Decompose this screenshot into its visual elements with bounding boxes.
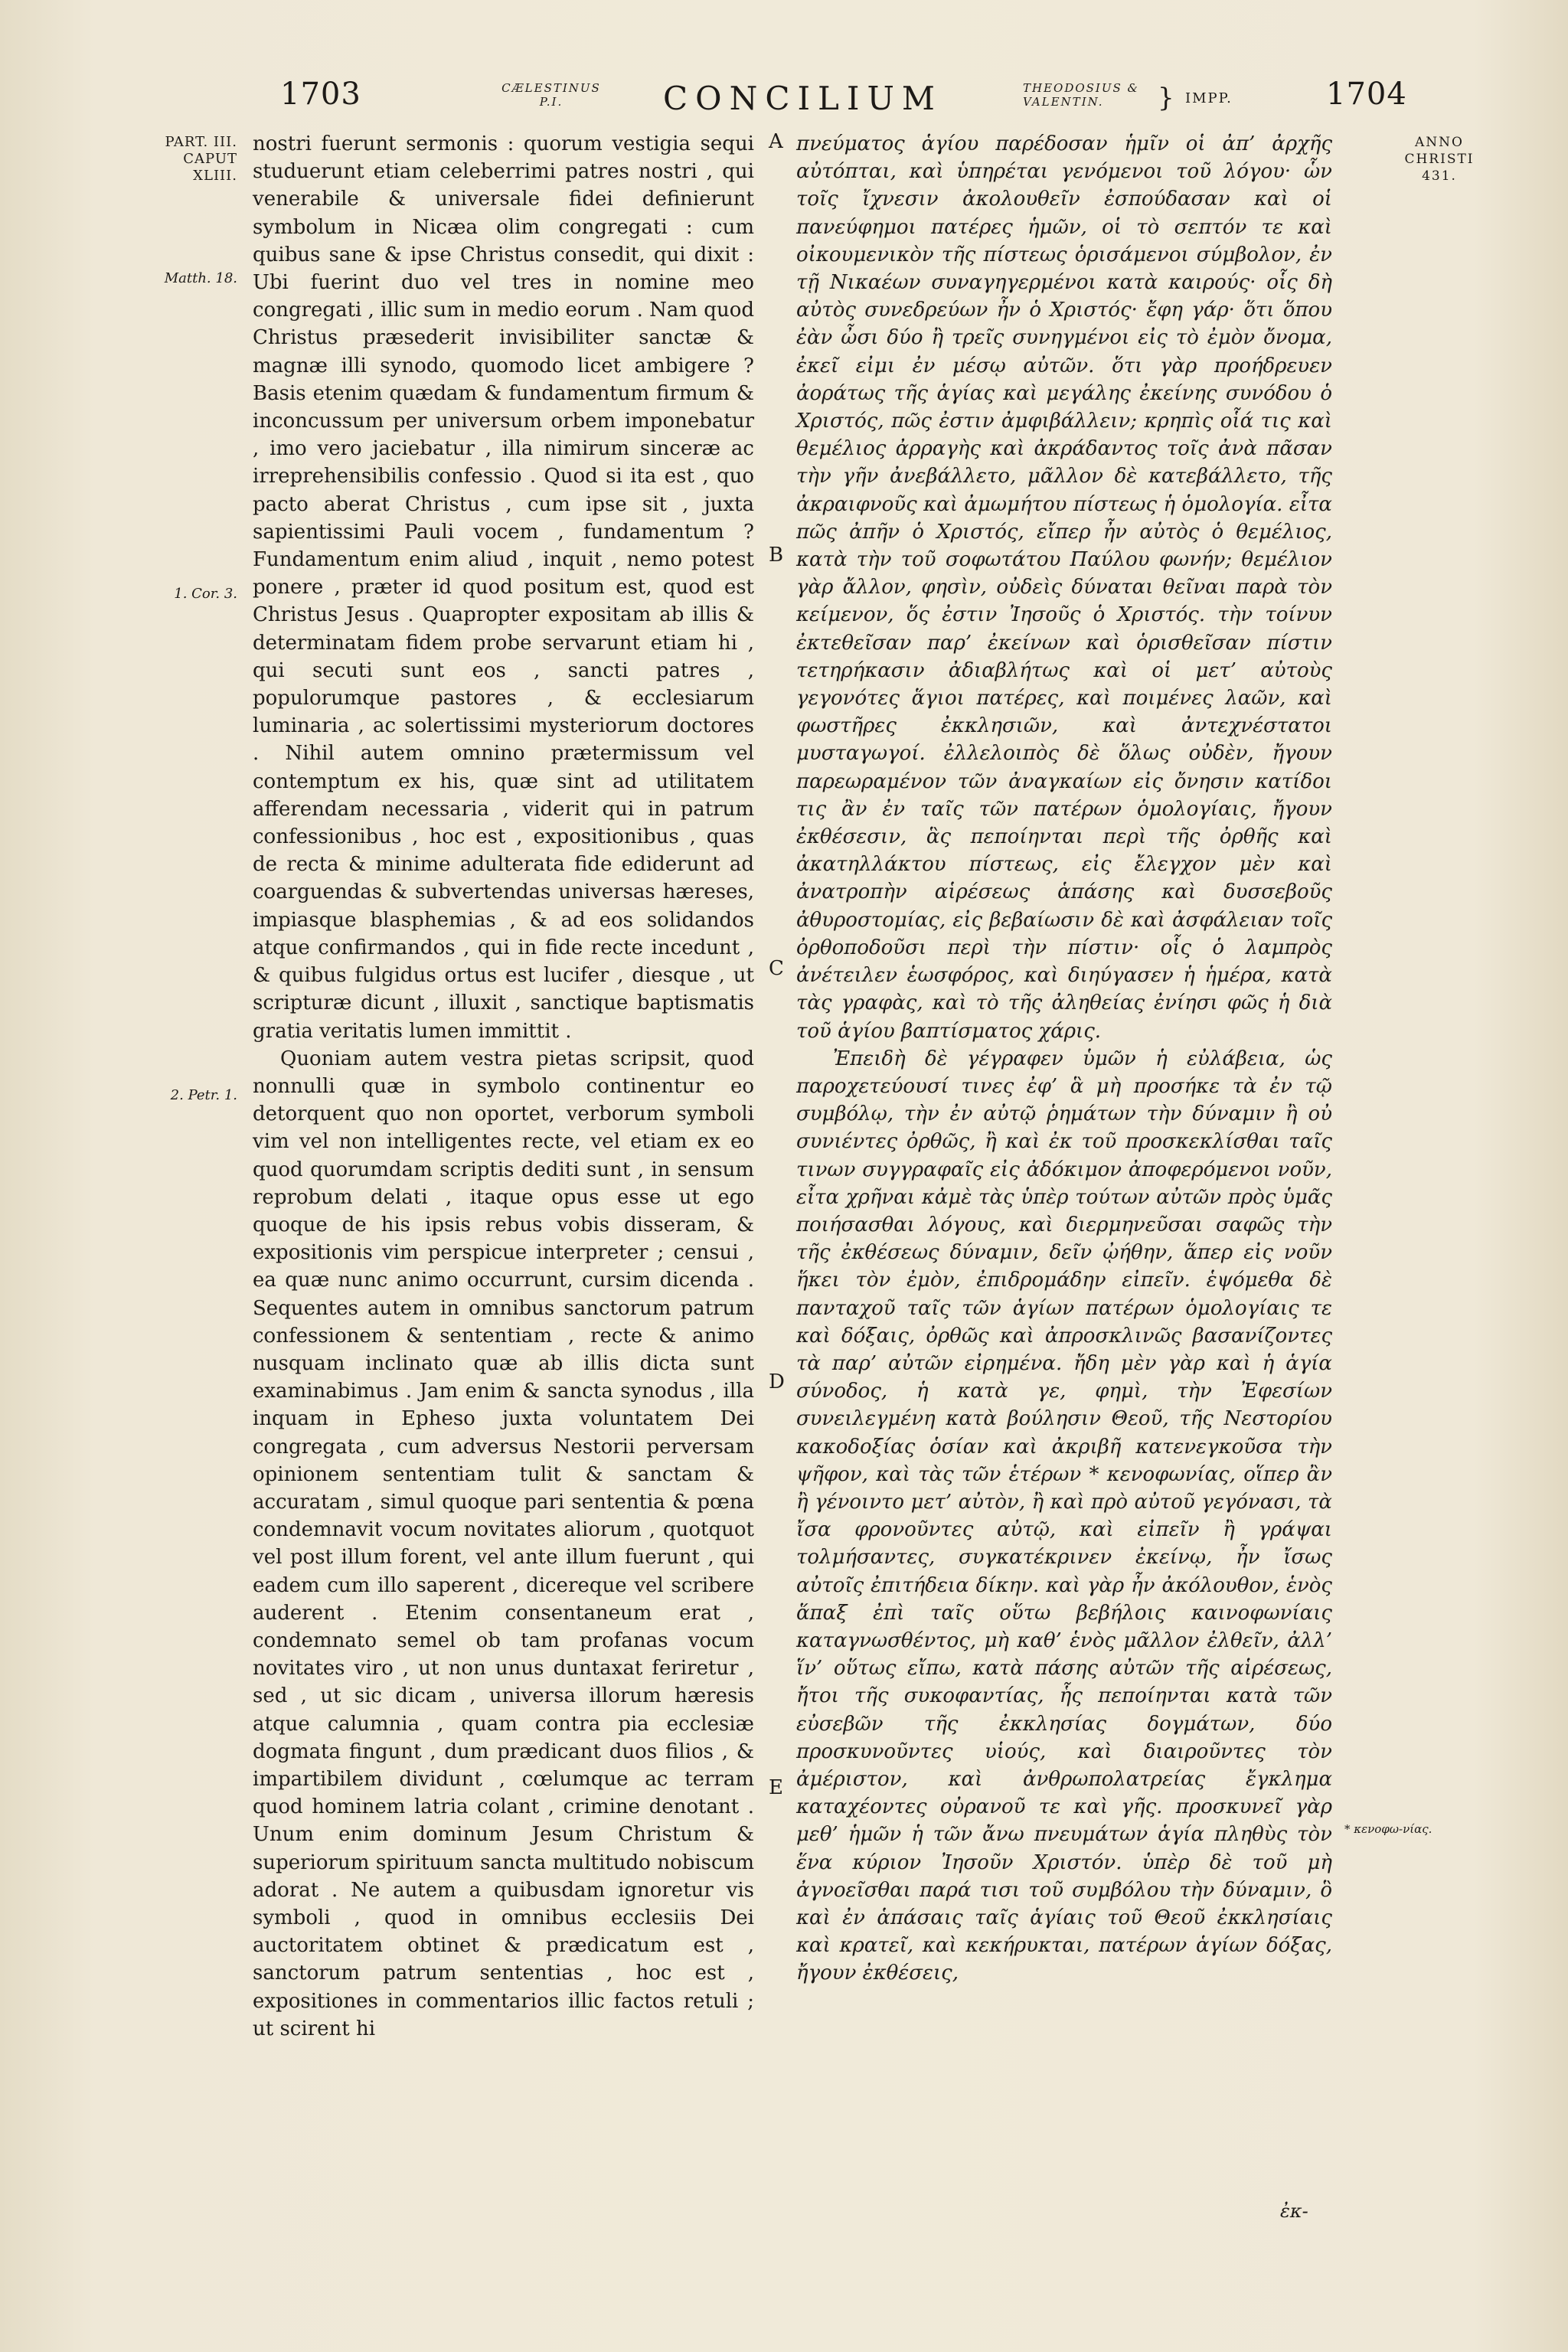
- latin-column: [253, 130, 754, 2043]
- section-letter-c: C: [769, 957, 784, 980]
- page-number-right: 1704: [1326, 77, 1407, 112]
- margin-caput-number: XLIII.: [193, 168, 237, 184]
- margin-ref-peter: 2. Petr. 1.: [170, 1087, 237, 1103]
- greek-paragraph-2: Ἐπειδὴ δὲ γέγραφεν ὑμῶν ἡ εὐλάβεια, ὡς παροχετεύουσί τινες ἐφ’ ἃ μὴ προσήκε τὰ ἐν τῷ συμβόλῳ, τὴν ἐν αὐτῷ ῥημάτων τὴν δύναμιν ἢ οὐ συνιέντες ὀρθῶς, ἢ καὶ ἐκ τοῦ προσκεκλίσθαι ταῖς τινων συγγραφαῖς εἰς ἀδόκιμον ἀποφερόμενοι νοῦν, εἶτα χρῆναι κἀμὲ τὰς ὑπὲρ τούτων αὐτῶν πρὸς ὑμᾶς ποιήσασθαι λόγους, καὶ διερμηνεῦσαι σαφῶς τὴν τῆς ἐκθέσεως δύναμιν, δεῖν ᾠήθην, ἅπερ εἰς νοῦν ἥκει τὸν ἐμὸν, ἐπιδρομάδην εἰπεῖν. ἑψόμεθα δὲ πανταχοῦ ταῖς τῶν ἁγίων πατέρων ὁμολογίαις τε καὶ δόξαις, ὀρθῶς καὶ ἀπροσκλινῶς βασανίζοντες τὰ παρ’ αὐτῶν εἰρημένα. ἤδη μὲν γὰρ καὶ ἡ ἁγία σύνοδος, ἡ κατὰ γε, φημὶ, τὴν Ἐφεσίων συνειλεγμένη κατὰ βούλησιν Θεοῦ, τῆς Νεστορίου κακοδοξίας ὁσίαν καὶ ἀκριβῆ κατενεγκοῦσα τὴν ψῆφον, καὶ τὰς τῶν ἑτέρων * κενοφωνίας, οἵπερ ἂν ἢ γένοιντο μετ’ αὐτὸν, ἢ καὶ πρὸ αὐτοῦ γεγόνασι, τὰ ἴσα φρονοῦντες αὐτῷ, καὶ εἰπεῖν ἢ γράψαι τολμήσαντες, συγκατέκρινεν ἐκείνῳ, ἦν ἴσως αὐτοῖς ἐπιτήδεια δίκην. καὶ γὰρ ἦν ἀκόλουθον, ἑνὸς ἅπαξ ἐπὶ ταῖς οὕτω βεβήλοις καινοφωνίαις καταγνωσθέντος, μὴ καθ’ ἑνὸς μᾶλλον ἐλθεῖν, ἀλλ’ ἵν’ οὕτως εἴπω, κατὰ πάσης αὐτῶν τῆς αἱρέσεως, ἤτοι τῆς συκοφαντίας, ἧς πεποίηνται κατὰ τῶν εὐσεβῶν τῆς ἐκκλησίας δογμάτων, δύο προσκυνοῦντες υἱούς, καὶ διαιροῦντες τὸν ἀμέριστον, καὶ ἀνθρωπολατρείας ἔγκλημα καταχέοντες οὐρανοῦ τε καὶ γῆς. προσκυνεῖ γὰρ μεθ’ ἡμῶν ἡ τῶν ἄνω πνευμάτων ἁγία πληθὺς τὸν ἕνα κύριον Ἰησοῦν Χριστόν. ὑπὲρ δὲ τοῦ μὴ ἀγνοεῖσθαι παρά τισι τοῦ συμβόλου τὴν δύναμιν, ὃ καὶ ἐν ἁπάσαις ταῖς ἁγίαις τοῦ Θεοῦ ἐκκλησίαις καὶ κρατεῖ, καὶ κεκήρυκται, πατέρων ἁγίων δόξας, ἤγουν ἐκθέσεις,: [796, 1047, 1332, 1985]
- greek-paragraph-1: πνεύματος ἁγίου παρέδοσαν ἡμῖν οἱ ἀπ’ ἀρχῆς αὐτόπται, καὶ ὑπηρέται γενόμενοι τοῦ λόγου· ὧν τοῖς ἴχνεσιν ἀκολουθεῖν ἐσπούδασαν καὶ οἱ πανεύφημοι πατέρες ἡμῶν, οἱ τὸ σεπτόν τε καὶ οἰκουμενικὸν τῆς πίστεως ὁρισάμενοι σύμβολον, ἐν τῇ Νικαέων συναγηγερμένοι κατὰ καιρούς· οἷς δὴ αὐτὸς συνεδρεύων ἦν ὁ Χριστός· ἔφη γάρ· ὅτι ὅπου ἐὰν ὦσι δύο ἢ τρεῖς συνηγμένοι εἰς τὸ ἐμὸν ὄνομα, ἐκεῖ εἰμι ἐν μέσῳ αὐτῶν. ὅτι γὰρ προήδρευεν ἀοράτως τῆς ἁγίας καὶ μεγάλης ἐκείνης συνόδου ὁ Χριστός, πῶς ἐστιν ἀμφιβάλλειν; κρηπὶς οἷά τις καὶ θεμέλιος ἀρραγὴς καὶ ἀκράδαντος τοῖς ἀνὰ πᾶσαν τὴν γῆν ἀνεβάλλετο, μᾶλλον δὲ κατεβάλλετο, τῆς ἀκραιφνοῦς καὶ ἀμωμήτου πίστεως ἡ ὁμολογία. εἶτα πῶς ἀπῆν ὁ Χριστός, εἴπερ ἦν αὐτὸς ὁ θεμέλιος, κατὰ τὴν τοῦ σοφωτάτου Παύλου φωνήν; θεμέλιον γὰρ ἄλλον, φησὶν, οὐδεὶς δύναται θεῖναι παρὰ τὸν κείμενον, ὅς ἐστιν Ἰησοῦς ὁ Χριστός. τὴν τοίνυν ἐκτεθεῖσαν παρ’ ἐκείνων καὶ ὁρισθεῖσαν πίστιν τετηρήκασιν ἀδιαβλήτως καὶ οἱ μετ’ αὐτοὺς γεγονότες ἅγιοι πατέρες, καὶ ποιμένες λαῶν, καὶ φωστῆρες ἐκκλησιῶν, καὶ ἀντεχνέστατοι μυσταγωγοί. ἐλλελοιπὸς δὲ ὅλως οὐδὲν, ἤγουν παρεωραμένον τῶν ἀναγκαίων εἰς ὄνησιν κατίδοι τις ἂν ἐν ταῖς τῶν πατέρων ὁμολογίαις, ἤγουν ἐκθέσεσιν, ἃς πεποίηνται περὶ τῆς ὀρθῆς καὶ ἀκατηλλάκτου πίστεως, εἰς ἔλεγχον μὲν καὶ ἀνατροπὴν αἱρέσεως ἁπάσης καὶ δυσσεβοῦς ἀθυροστομίας, εἰς βεβαίωσιν δὲ καὶ ἀσφάλειαν τοῖς ὀρθοποδοῦσι περὶ τὴν πίστιν· οἷς ὁ λαμπρὸς ἀνέτειλεν ἑωσφόρος, καὶ διηύγασεν ἡ ἡμέρα, κατὰ τὰς γραφὰς, καὶ τὸ τῆς ἀληθείας ἐνίησι φῶς ἡ διὰ τοῦ ἁγίου βαπτίσματος χάρις.: [796, 132, 1332, 1043]
- latin-paragraph-2: Quoniam autem vestra pietas scripsit, quod nonnulli quæ in symbolo continentur eo detorquent quo non oportet, verborum symboli vim vel non intelligentes recte, vel etiam ex eo quod quorumdam scriptis dediti sunt , in sensum reprobum delati , itaque opus esse ut ego quoque de his ipsis rebus vobis disseram, & expositionis vim perspicue interpreter ; censui , ea quæ nunc animo occurrunt, cursim dicenda . Sequentes autem in omnibus sanctorum patrum confessionem & sententiam , recte & animo nusquam inclinato quæ ab illis dicta sunt examinabimus . Jam enim & sancta synodus , illa inquam in Epheso juxta voluntatem Dei congregata , cum adversus Nestorii perversam opinionem sententiam tulit & sanctam & accuratam , simul quoque pari sententia & pœna condemnavit vocum novitates aliorum , quotquot vel post illum forent, vel ante illum fuerunt , qui eadem cum illo saperent , dicereque vel scribere auderent . Etenim consentaneum erat , condemnato semel ob tam profanas vocum novitates viro , ut non unus duntaxat feriretur , sed , ut sic dicam , universa illorum hæresis atque calumnia , quam contra pia ecclesiæ dogmata fingunt , dum prædicant duos filios , & impartibilem dividunt , cœlumque ac terram quod hominem latria colant , crimine denotant . Unum enim dominum Jesum Christum & superiorum spirituum sancta multitudo nobiscum adorat . Ne autem a quibusdam ignoretur vis symboli , quod in omnibus ecclesiis Dei auctoritatem obtinet & prædicatum est , sanctorum patrum sententias , hoc est , expositiones in commentarios illic factos retuli ; ut scirent hi: [253, 1047, 754, 2040]
- catchword: ἐκ-: [1280, 2200, 1308, 2222]
- header-emperors: THEODOSIUS & VALENTIN.: [1023, 81, 1139, 109]
- margin-variant-note: * κενοφω-νίας.: [1344, 1822, 1432, 1836]
- section-letter-b: B: [769, 544, 784, 567]
- margin-anno: ANNO: [1415, 135, 1464, 150]
- margin-ref-corinthians: 1. Cor. 3.: [174, 586, 237, 602]
- page-number-left: 1703: [280, 77, 361, 112]
- margin-caput: CAPUT: [183, 151, 237, 167]
- section-letter-d: D: [769, 1370, 785, 1393]
- margin-ref-matthew: Matth. 18.: [164, 270, 237, 286]
- section-letter-e: E: [769, 1776, 783, 1799]
- latin-paragraph-1: nostri fuerunt sermonis : quorum vestigia sequi studuerunt etiam celeberrimi patres nostri , qui venerabile & universale fidei definierunt symbolum in Nicæa olim congregati : cum quibus sane & ipse Christus consedit, qui dixit : Ubi fuerint duo vel tres in nomine meo congregati , illic sum in medio eorum . Nam quod Christus præsederit invisibiliter sanctæ & magnæ illi synodo, quomodo licet ambigere ? Basis etenim quædam & fundamentum firmum & inconcussum per universum orbem imponebatur , imo vero jaciebatur , illa nimirum sinceræ ac irreprehensibilis confessio . Quod si ita est , quo pacto aberat Christus , cum ipse sit , juxta sapientissimi Pauli vocem , fundamentum ? Fundamentum enim aliud , inquit , nemo potest ponere , præter id quod positum est, quod est Christus Jesus . Quapropter expositam ab illis & determinatam fidem probe servarunt etiam hi , qui secuti sunt eos , sancti patres , populorumque pastores , & ecclesiarum luminaria , ac solertissimi mysteriorum doctores . Nihil autem omnino prætermissum vel contemptum ex his, quæ sint ad utilitatem afferendam necessaria , viderit qui in patrum confessionibus , hoc est , expositionibus , quas de recta & minime adulterata fide ediderunt ad coarguendas & subvertendas universas hæreses, impiasque blasphemias , & ad eos solidandos atque confirmandos , qui in fide recte incedunt , & quibus fulgidus ortus est lucifer , diesque , ut scripturæ dicunt , illuxit , sanctique baptismatis gratia veritatis lumen immittit .: [253, 132, 754, 1043]
- greek-column: [796, 130, 1332, 1988]
- margin-year: 431.: [1422, 168, 1457, 184]
- section-letter-a: A: [769, 130, 783, 153]
- margin-christi: CHRISTI: [1404, 152, 1475, 167]
- header-brace: }: [1158, 83, 1174, 113]
- margin-part: PART. III.: [165, 134, 237, 150]
- header-pope-caelestinus: CÆLESTINUS P.I.: [501, 81, 601, 109]
- header-title: CONCILIUM: [663, 80, 942, 117]
- right-margin-notes: [1386, 134, 1493, 185]
- header-impp: IMPP.: [1185, 90, 1233, 106]
- running-header: [0, 77, 1568, 122]
